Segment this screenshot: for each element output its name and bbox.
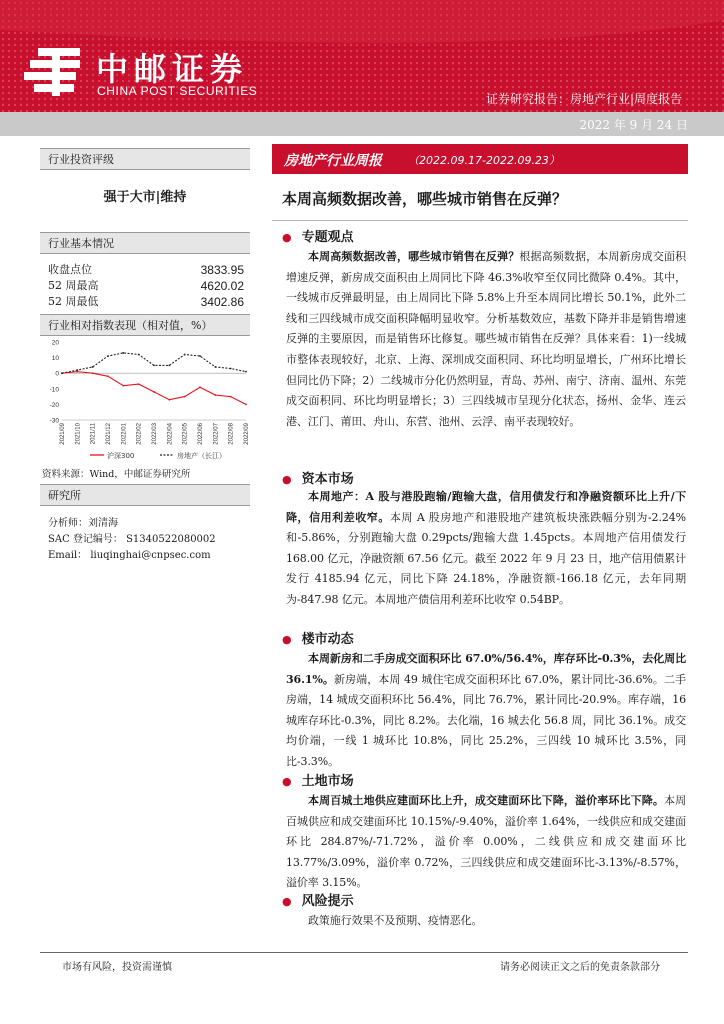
footer-notice: 请务必阅读正文之后的免责条款部分 [500, 962, 660, 973]
bullet-icon: ● [282, 775, 292, 788]
x-tick-label: 2021/11 [90, 423, 97, 445]
data-point [168, 365, 170, 367]
section-heading: ● 楼市动态 [282, 632, 354, 647]
y-tick-label: 10 [51, 355, 59, 363]
x-tick-label: 2022/03 [152, 423, 158, 445]
headline: 本周高频数据改善，哪些城市销售在反弹？ [282, 190, 568, 208]
x-tick-label: 2022/02 [136, 423, 143, 445]
data-point [107, 355, 109, 357]
footer-disclaimer: 市场有风险，投资需谨慎 [62, 962, 172, 973]
analyst-sac: SAC 登记编号： S1340522080002 [48, 534, 216, 545]
bullet-icon: ● [282, 473, 292, 486]
basics-key: 收盘点位 [48, 263, 92, 276]
x-tick-label: 2022/05 [182, 423, 189, 445]
data-point [92, 372, 94, 374]
data-point [230, 396, 232, 398]
x-tick-label: 2022/04 [167, 423, 174, 445]
x-tick-label: 2021/10 [75, 423, 82, 445]
report-title-bar [272, 144, 688, 174]
rating-value: 强于大市|维持 [103, 190, 187, 205]
rating-label: 行业投资评级 [40, 148, 250, 170]
report-period: （2022.09.17-2022.09.23） [408, 154, 560, 167]
bullet-icon: ● [282, 633, 292, 646]
section-heading: ● 专题观点 [282, 230, 354, 245]
x-tick-label: 2022/01 [121, 423, 128, 445]
relative-performance-chart [40, 338, 252, 464]
data-point [214, 394, 216, 396]
bullet-icon: ● [282, 895, 292, 908]
x-tick-label: 2022/07 [213, 423, 220, 445]
report-type: 证券研究报告：房地产行业|周度报告 [485, 92, 682, 106]
data-point [107, 375, 109, 377]
data-point [214, 366, 216, 368]
footer-divider [40, 952, 688, 953]
x-tick-label: 2022/08 [228, 423, 235, 445]
data-point [61, 372, 63, 374]
logo-chinese: 中邮证券 [96, 50, 249, 88]
series-line-1 [62, 353, 246, 373]
data-point [122, 385, 124, 387]
report-date: 2022 年 9 月 24 日 [579, 118, 688, 132]
report-header [0, 0, 724, 136]
divider [272, 220, 688, 221]
data-point [153, 391, 155, 393]
data-point [245, 404, 247, 406]
logo-english: CHINA POST SECURITIES [97, 84, 258, 98]
bullet-icon: ● [282, 231, 292, 244]
section-body: 本周百城土地供应建面环比上升，成交建面环比下降，溢价率环比下降。本周百城供应和成交建面环比 10.15%/-9.40%，溢价率 1.64%，一线供应和成交建面环比 284.87%/-71.72%，溢价率 0.00%，二线供应和成交建面环比 13.77%/3.09%，溢价率 0.72%，三四线供应和成交建面环比-3.13%/-8.57%，溢价率 3.15%。 [286, 794, 686, 890]
section-heading: ● 资本市场 [282, 472, 354, 487]
basics-label: 行业基本情况 [40, 232, 250, 254]
basics-row [48, 294, 244, 310]
china-post-logo-icon [24, 46, 84, 98]
y-tick-label: -20 [49, 401, 59, 409]
section-body: 政策施行效果不及预期、疫情恶化。 [308, 914, 483, 927]
x-tick-label: 2022/09 [244, 423, 250, 445]
legend-label: 房地产（长江） [177, 452, 226, 460]
y-tick-label: 0 [55, 370, 59, 378]
data-point [92, 366, 94, 368]
basics-value: 3833.95 [200, 263, 244, 277]
section-heading: ● 风险提示 [282, 894, 354, 909]
data-point [168, 399, 170, 401]
data-point [76, 371, 78, 373]
data-point [199, 386, 201, 388]
analyst-name: 分析师：刘清海 [48, 518, 118, 529]
section-body: 本周高频数据改善，哪些城市销售在反弹？根据高频数据，本周新房成交面积增速反弹，新房成交面积由上周同比下降 46.3%收窄至仅同比微降 0.4%。其中，一线城市反弹最明显，由上周同比下降 5.8%上升至本周同比增长 50.1%，此外二线和三四线城市成交面积降幅明显收窄。分析基数效应，基数下降并非是销售增速反弹的主要原因，而是销售环比修复。哪些城市销售在反弹？具体来看：1)一线城市整体表现较好，北京、上海、深圳成交面积同、环比均明显增长，广州环比增长但同比仍下降；2）二线城市分化仍然明显，青岛、苏州、南宁、济南、温州、东莞成交面积同、环比均明显增长；3）三四线城市呈现分化状态，扬州、金华、连云港、江门、莆田、舟山、东营、池州、云浮、南平表现较好。 [286, 250, 686, 428]
basics-row [48, 262, 244, 278]
y-tick-label: -30 [49, 417, 59, 425]
data-point [76, 369, 78, 371]
data-point [245, 371, 247, 373]
y-tick-label: 20 [51, 339, 59, 347]
x-tick-label: 2021/12 [106, 423, 112, 445]
series-line-0 [62, 372, 246, 405]
data-point [138, 354, 140, 356]
basics-key: 52 周最低 [48, 295, 99, 308]
y-tick-label: -10 [49, 386, 59, 394]
data-point [184, 354, 186, 356]
chart-source: 资料来源：Wind，中邮证券研究所 [42, 469, 191, 480]
data-point [199, 355, 201, 357]
data-point [153, 365, 155, 367]
basics-key: 52 周最高 [48, 279, 99, 292]
legend-label: 沪深300 [107, 452, 135, 460]
report-title: 房地产行业周报 [284, 153, 382, 169]
performance-label: 行业相对指数表现（相对值，%） [40, 314, 250, 336]
x-tick-label: 2021/09 [60, 423, 66, 445]
data-point [184, 396, 186, 398]
section-heading: ● 土地市场 [282, 774, 354, 789]
basics-row [48, 278, 244, 294]
analyst-email: Email： liuqinghai@cnpsec.com [48, 550, 211, 561]
section-body: 本周新房和二手房成交面积环比 67.0%/56.4%，库存环比-0.3%，去化周比 36.1%。新房端，本周 49 城住宅成交面积环比 67.0%，累计同比-36.6%。二手房端，14 城成交面积环比 56.4%，同比 76.7%，累计同比-20.9%。库存端，16 城库存环比-0.3%，同比 8.2%。去化端，16 城去化 56.8 周，同比 36.1%。成交均价端，一线 1 城环比 10.8%，同比 25.2%，三四线 10 城环比 3.5%，同比-3.3%。 [286, 652, 686, 768]
chart-svg [40, 338, 252, 464]
basics-value: 3402.86 [200, 295, 244, 309]
x-tick-label: 2022/06 [198, 423, 204, 445]
section-body: 本周地产：A 股与港股跑输/跑输大盘，信用债发行和净融资额环比上升/下降，信用利差收窄。本周 A 股房地产和港股地产建筑板块涨跌幅分别为-2.24%和-5.86%，分别跑输大盘 0.29pcts/跑输大盘 1.45pcts。本周地产信用债发行 168.00 亿元，净融资额 67.56 亿元。截至 2022 年 9 月 23 日，地产信用债累计发行 4185.94 亿元，同比下降 24.18%，净融资额-166.18 亿元，去年同期为-847.98 亿元。本周地产债信用利差环比收窄 0.54BP。 [286, 490, 686, 606]
data-point [230, 368, 232, 370]
data-point [138, 383, 140, 385]
data-point [122, 352, 124, 354]
basics-value: 4620.02 [200, 279, 244, 293]
research-label: 研究所 [40, 484, 250, 506]
